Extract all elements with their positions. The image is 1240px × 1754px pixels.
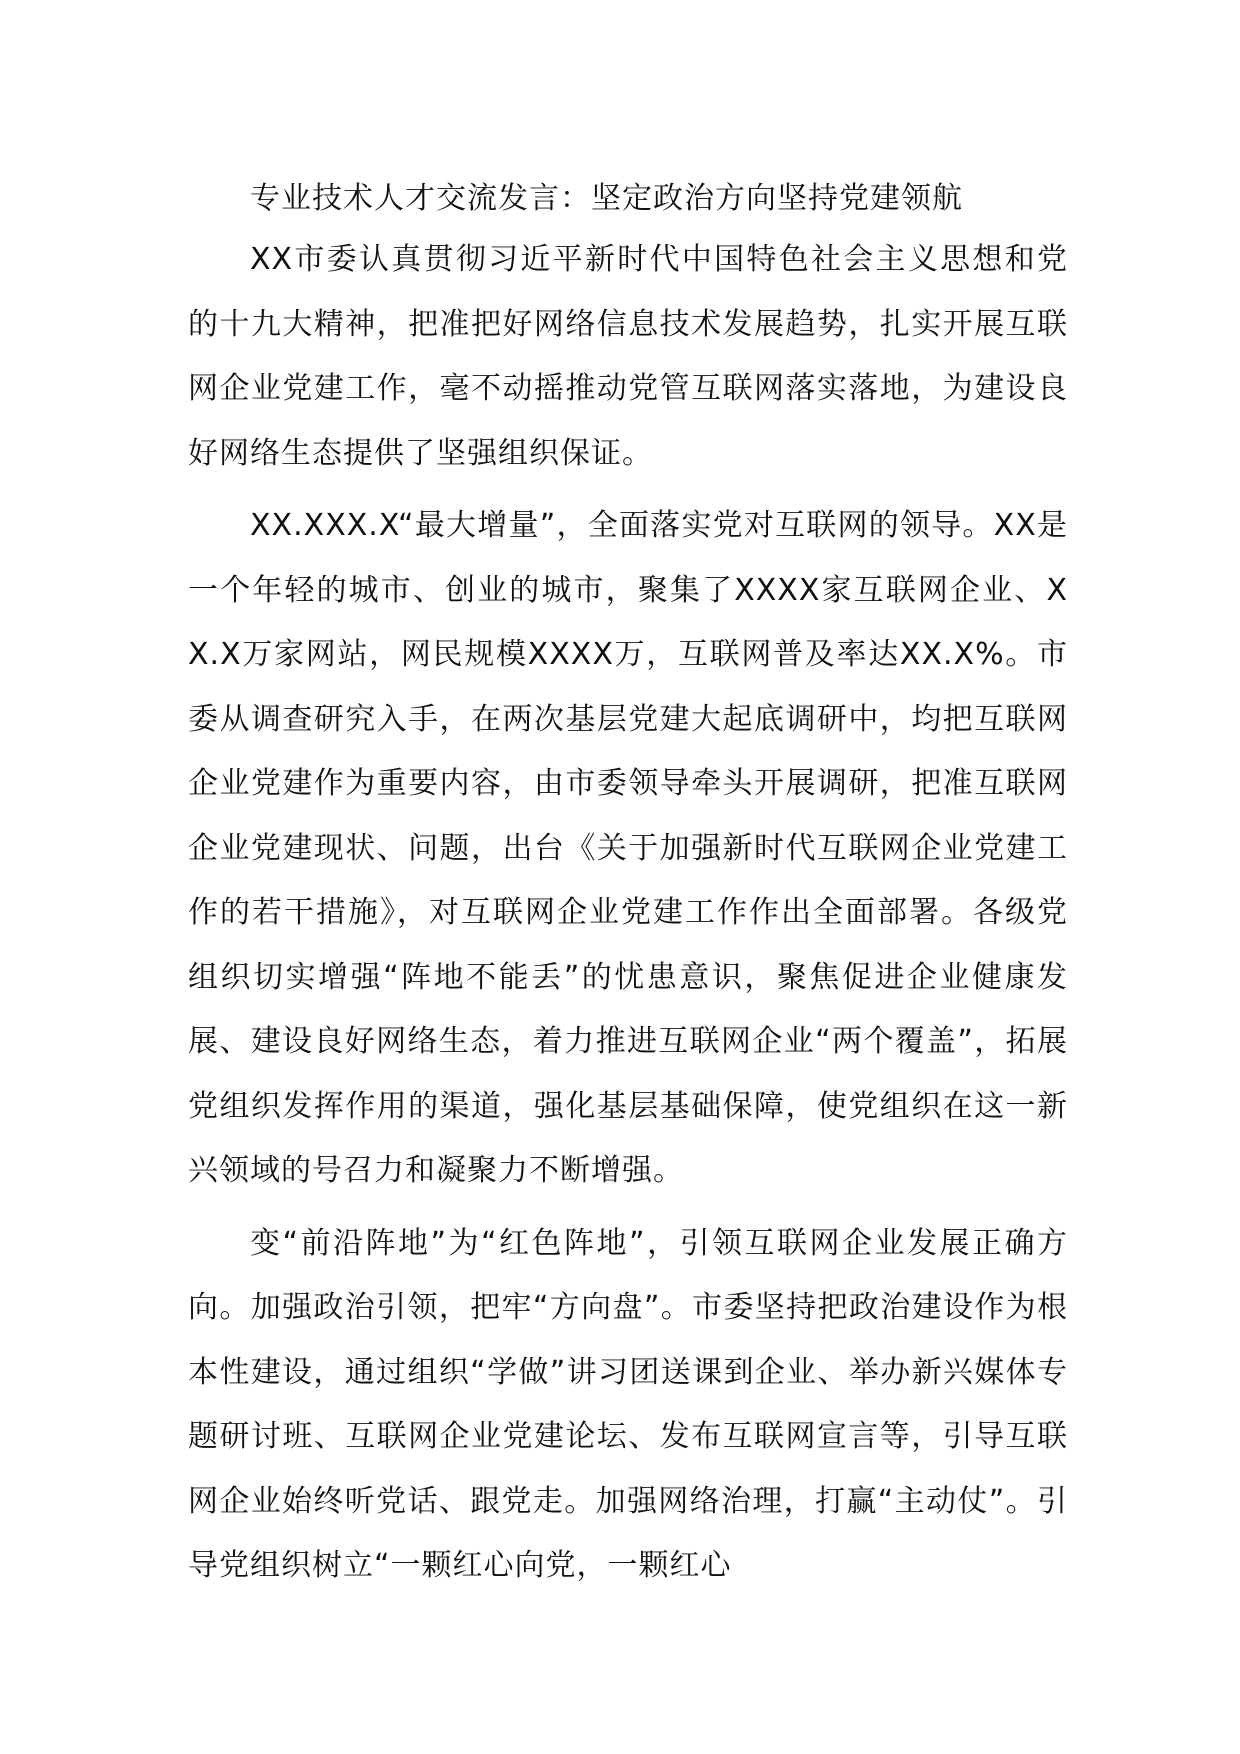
paragraph-spacer <box>188 486 1068 494</box>
paragraph-spacer <box>188 1204 1068 1212</box>
paragraph-intro: XX市委认真贯彻习近平新时代中国特色社会主义思想和党的十九大精神，把准把好网络信息技术发展趋势，扎实开展互联网企业党建工作，毫不动摇推动党管互联网落实落地，为建设良好网络生态提供了坚强组织保证。 <box>188 242 1068 471</box>
document-body <box>188 170 1068 1599</box>
document-title: 专业技术人才交流发言：坚定政治方向坚持党建领航 <box>250 181 963 216</box>
paragraph-internet-leadership: XX.XXX.X“最大增量”，全面落实党对互联网的领导。XX是一个年轻的城市、创业的城市，聚集了XXXX家互联网企业、XX.X万家网站，网民规模XXXX万，互联网普及率达XX.X%。市委从调查研究入手，在两次基层党建大起底调研中，均把互联网企业党建作为重要内容，由市委领导牵头开展调研，把准互联网企业党建现状、问题，出台《关于加强新时代互联网企业党建工作的若干措施》，对互联网企业党建工作作出全面部署。各级党组织切实增强“阵地不能丢”的忧患意识，聚焦促进企业健康发展、建设良好网络生态，着力推进互联网企业“两个覆盖”，拓展党组织发挥作用的渠道，强化基层基础保障，使党组织在这一新兴领域的号召力和凝聚力不断增强。 <box>188 508 1068 1188</box>
paragraph-red-position: 变“前沿阵地”为“红色阵地”，引领互联网企业发展正确方向。加强政治引领，把牢“方向盘”。市委坚持把政治建设作为根本性建设，通过组织“学做”讲习团送课到企业、举办新兴媒体专题研讨班、互联网企业党建论坛、发布互联网宣言等，引导互联网企业始终听党话、跟党走。加强网络治理，打赢“主动仗”。引导党组织树立“一颗红心向党，一颗红心 <box>188 1225 1068 1583</box>
